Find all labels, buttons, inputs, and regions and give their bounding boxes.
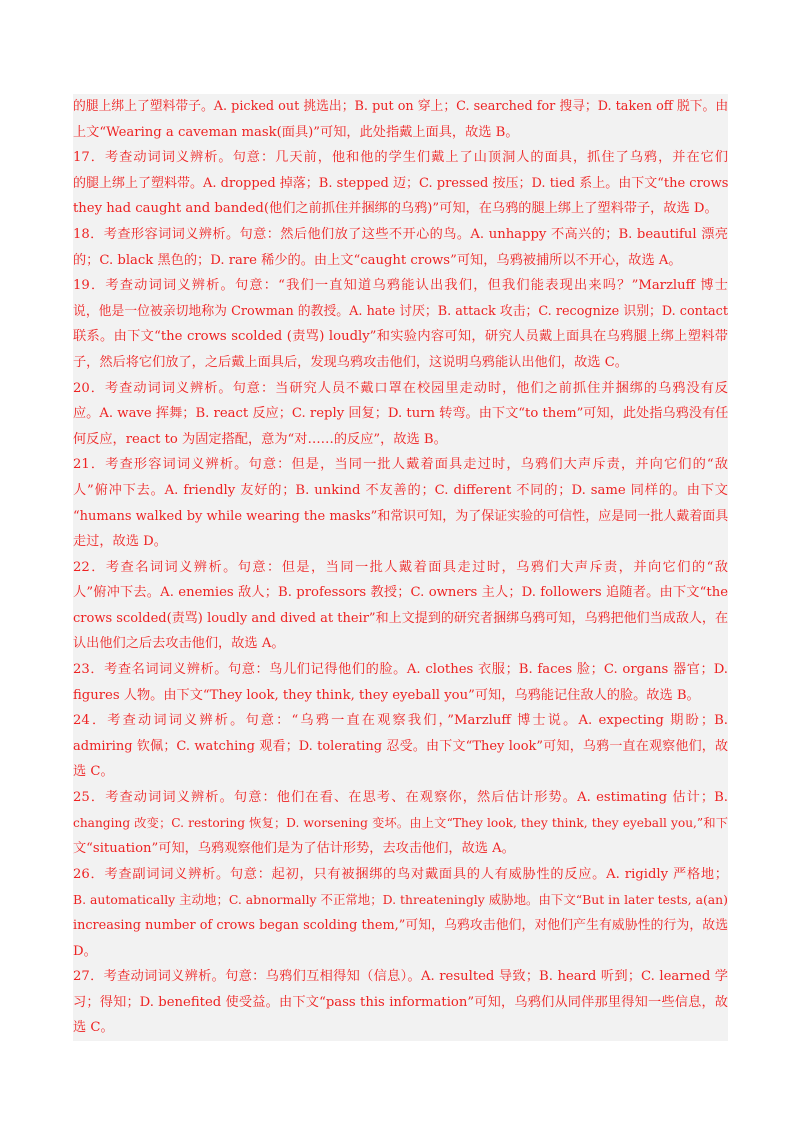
text-line: 认出他们之后去攻击他们，故选 A。: [73, 631, 728, 657]
text-line: 联系。由下文“the crows scolded (责骂) loudly”和实验内容可知，研究人员戴上面具在乌鸦腿上绑上塑料带: [73, 324, 728, 350]
text-line: 选 C。: [73, 759, 728, 785]
text-line: 上文“Wearing a caveman mask(面具)”可知，此处指戴上面具，故选 B。: [73, 120, 728, 146]
text-line: 24．考查动词词义辨析。句意：“乌鸦一直在观察我们，”Marzluff 博士说。A. expecting 期盼；B.: [73, 708, 728, 734]
text-line: they had caught and banded(他们之前抓住并捆绑的乌鸦)”可知，在乌鸦的腿上绑上了塑料带子，故选 D。: [73, 196, 728, 222]
text-line: 说，他是一位被亲切地称为 Crowman 的教授。A. hate 讨厌；B. attack 攻击；C. recognize 识别；D. contact: [73, 299, 728, 325]
text-line: 习；得知；D. benefited 使受益。由下文“pass this information”可知，乌鸦们从同伴那里得知一些信息，故: [73, 990, 728, 1016]
text-line: 应。A. wave 挥舞；B. react 反应；C. reply 回复；D. turn 转弯。由下文“to them”可知，此处指乌鸦没有任: [73, 401, 728, 427]
text-line: “humans walked by while wearing the masks”和常识可知，为了保证实验的可信性，应是同一批人戴着面具: [73, 504, 728, 530]
text-line: 何反应，react to 为固定搭配，意为“对……的反应”，故选 B。: [73, 427, 728, 453]
text-line: 的；C. black 黑色的；D. rare 稀少的。由上文“caught crows”可知，乌鸦被捕所以不开心，故选 A。: [73, 248, 728, 274]
text-line: 19．考查动词词义辨析。句意：“我们一直知道乌鸦能认出我们，但我们能表现出来吗？”Marzluff 博士: [73, 273, 728, 299]
text-line: 走过，故选 D。: [73, 529, 728, 555]
text-line: 22．考查名词词义辨析。句意：但是，当同一批人戴着面具走过时，乌鸦们大声斥责，并向它们的“敌: [73, 555, 728, 581]
text-line: 21．考查形容词词义辨析。句意：但是，当同一批人戴着面具走过时，乌鸦们大声斥责，并向它们的“敌: [73, 452, 728, 478]
text-line: increasing number of crows began scolding them,”可知，乌鸦攻击他们，对他们产生有威胁性的行为，故选: [73, 913, 728, 939]
text-line: 25．考查动词词义辨析。句意：他们在看、在思考、在观察你，然后估计形势。A. estimating 估计；B.: [73, 785, 728, 811]
text-line: 18．考查形容词词义辨析。句意：然后他们放了这些不开心的鸟。A. unhappy 不高兴的；B. beautiful 漂亮: [73, 222, 728, 248]
text-line: 27．考查动词词义辨析。句意：乌鸦们互相得知（信息）。A. resulted 导致；B. heard 听到；C. learned 学: [73, 964, 728, 990]
text-line: D。: [73, 939, 728, 965]
explanation-text-block: [73, 94, 728, 1041]
text-line: 的腿上绑上了塑料带子。A. picked out 挑选出；B. put on 穿上；C. searched for 搜寻；D. taken off 脱下。由: [73, 94, 728, 120]
text-line: 文“situation”可知，乌鸦观察他们是为了估计形势，去攻击他们，故选 A。: [73, 836, 728, 862]
text-line: admiring 钦佩；C. watching 观看；D. tolerating 忍受。由下文“They look”可知，乌鸦一直在观察他们，故: [73, 734, 728, 760]
text-line: 子，然后将它们放了，之后戴上面具后，发现乌鸦攻击他们，这说明乌鸦能认出他们，故选 C。: [73, 350, 728, 376]
text-line: 17．考查动词词义辨析。句意：几天前，他和他的学生们戴上了山顶洞人的面具，抓住了乌鸦，并在它们: [73, 145, 728, 171]
text-line: 人”俯冲下去。A. enemies 敌人；B. professors 教授；C. owners 主人；D. followers 追随者。由下文“the: [73, 580, 728, 606]
text-line: 23．考查名词词义辨析。句意：鸟儿们记得他们的脸。A. clothes 衣服；B. faces 脸；C. organs 器官；D.: [73, 657, 728, 683]
text-line: 人”俯冲下去。A. friendly 友好的；B. unkind 不友善的；C. different 不同的；D. same 同样的。由下文: [73, 478, 728, 504]
text-line: changing 改变；C. restoring 恢复；D. worsening 变坏。由上文“They look, they think, they eyeball you,”和下: [73, 811, 728, 837]
text-line: 20．考查动词词义辨析。句意：当研究人员不戴口罩在校园里走动时，他们之前抓住并捆绑的乌鸦没有反: [73, 376, 728, 402]
text-line: B. automatically 主动地；C. abnormally 不正常地；D. threateningly 威胁地。由下文“But in later tests, a(an): [73, 887, 728, 913]
text-line: figures 人物。由下文“They look, they think, they eyeball you”可知，乌鸦能记住敌人的脸。故选 B。: [73, 683, 728, 709]
text-line: 26．考查副词词义辨析。句意：起初，只有被捆绑的鸟对戴面具的人有威胁性的反应。A. rigidly 严格地；: [73, 862, 728, 888]
text-line: crows scolded(责骂) loudly and dived at their”和上文提到的研究者捆绑乌鸦可知，乌鸦把他们当成敌人，在: [73, 606, 728, 632]
text-line: 选 C。: [73, 1015, 728, 1041]
text-line: 的腿上绑上了塑料带。A. dropped 掉落；B. stepped 迈；C. pressed 按压；D. tied 系上。由下文“the crows: [73, 171, 728, 197]
